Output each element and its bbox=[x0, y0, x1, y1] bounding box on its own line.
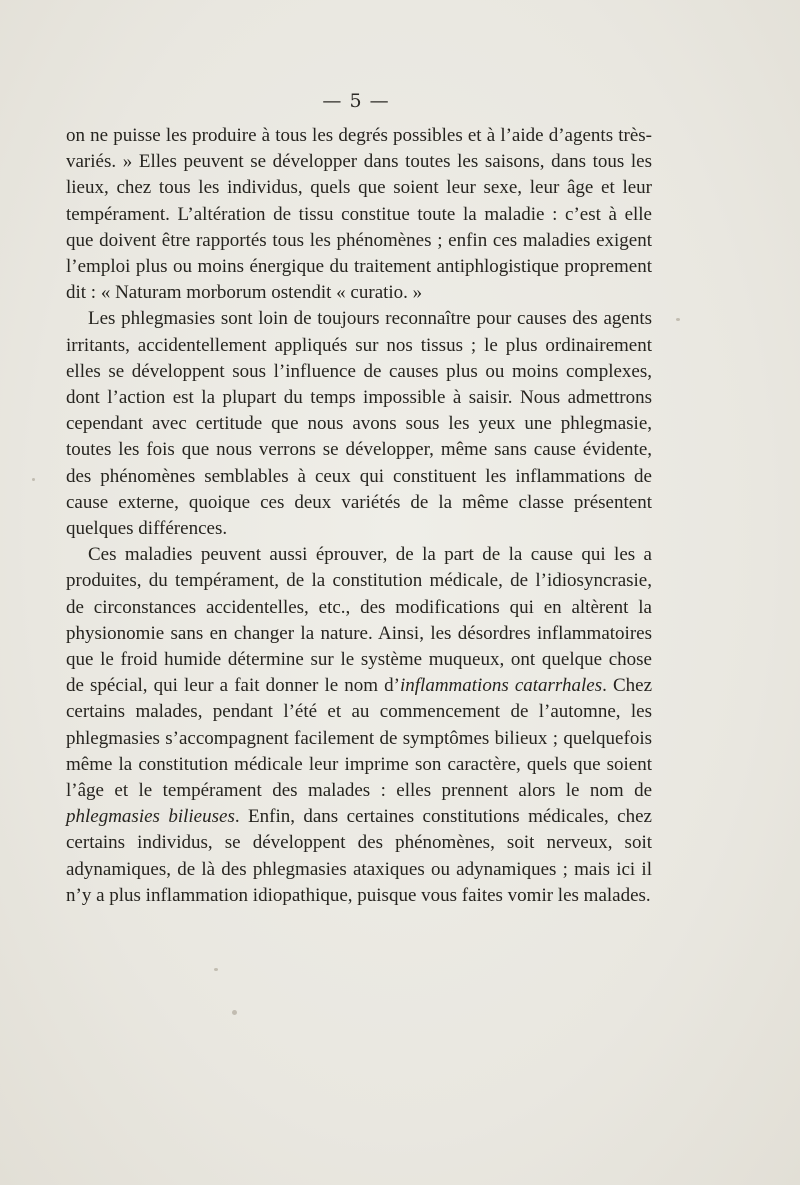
italic-term: phlegmasies bilieuses bbox=[66, 806, 235, 828]
paragraph bbox=[66, 542, 652, 909]
body-text bbox=[66, 123, 652, 909]
paper-spot bbox=[676, 318, 680, 321]
text-run: on ne puisse les produire à tous les degrés possibles et à l’aide d’agents très-variés. » Elles peuvent se développer dans toutes les saisons, dans tous les lieux, chez tous les individus, quels que soient leur sexe, leur âge et leur tempérament. L’altération de tissu constitue toute la maladie : c’est à elle que doivent être rapportés tous les phénomènes ; enfin ces maladies exigent l’emploi plus ou moins énergique du traitement antiphlogistique proprement dit : « Naturam morborum ostendit « curatio. » bbox=[66, 125, 652, 304]
page-number: — 5 — bbox=[322, 90, 390, 112]
paper-spot bbox=[232, 1010, 237, 1015]
text-run: . Chez certains malades, pendant l’été et au commencement de l’automne, les phlegmasies s’accompagnent facilement de symptômes bilieux ; quelquefois même la constitution médicale leur imprime son caractère, quels que soient l’âge et le tempérament des malades : elles prennent alors le nom de bbox=[66, 675, 652, 802]
italic-term: inflammations catarrhales bbox=[400, 675, 603, 697]
paper-spot bbox=[214, 968, 218, 971]
text-run: . Enfin, dans certaines constitutions médicales, chez certains individus, se développent des phénomènes, soit nerveux, soit adynamiques, de là des phlegmasies ataxiques ou adynamiques ; mais ici il n’y a plus inflammation idiopathique, puisque vous faites vomir les malades. bbox=[66, 806, 652, 906]
text-run: Ces maladies peuvent aussi éprouver, de la part de la cause qui les a produites, du tempérament, de la constitution médicale, de l’idiosyncrasie, de circonstances accidentelles, etc., des modifications qui en altèrent la physionomie sans en changer la nature. Ainsi, les désordres inflammatoires que le froid humide détermine sur le système muqueux, ont quelque chose de spécial, qui leur a fait donner le nom d’ bbox=[66, 544, 652, 697]
paper-spot bbox=[32, 478, 35, 481]
text-run: Les phlegmasies sont loin de toujours reconnaître pour causes des agents irritants, accidentellement appliqués sur nos tissus ; le plus ordinairement elles se développent sous l’influence de causes plus ou moins complexes, dont l’action est la plupart du temps impossible à saisir. Nous admettrons cependant avec certitude que nous avons sous les yeux une phlegmasie, toutes les fois que nous verrons se développer, même sans cause évidente, des phénomènes semblables à ceux qui constituent les inflammations de cause externe, quoique ces deux variétés de la même classe présentent quelques différences. bbox=[66, 308, 652, 540]
paragraph bbox=[66, 306, 652, 542]
paragraph bbox=[66, 123, 652, 306]
